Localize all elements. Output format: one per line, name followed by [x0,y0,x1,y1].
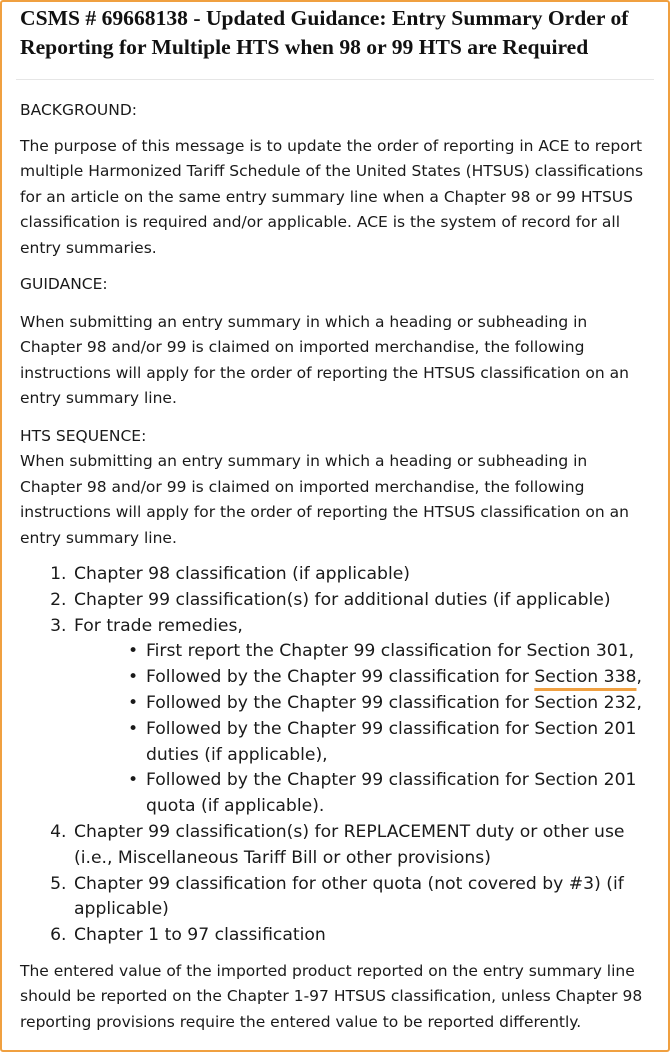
remedy-text: First report the Chapter 99 classification for Section 301, [146,641,635,662]
remedy-text: Followed by the Chapter 99 classification for Section 232, [146,692,642,713]
step-text: Chapter 99 classification(s) for REPLACEMENT duty or other use (i.e., Miscellaneous Tariff Bill or other provisions) [74,821,625,868]
list-item [72,820,668,872]
list-item [126,768,668,820]
step-text: For trade remedies, [74,615,243,636]
remedy-text-prefix: Followed by the Chapter 99 classification for [146,667,535,688]
step-text: Chapter 98 classification (if applicable) [74,564,410,584]
hts-sequence-list [2,562,668,949]
guidance-text: When submitting an entry summary in which a heading or subheading in Chapter 98 and/or 99 is claimed on imported merchandise, the following instructions will apply for the order of reporting the HTSUS classification on an entry summary line. [20,312,629,407]
list-item [126,639,668,665]
list-item [72,872,668,924]
trade-remedies-list [74,639,668,820]
list-item [126,665,668,691]
list-item [72,562,668,588]
list-item [72,923,668,949]
guidance-heading: GUIDANCE: [20,275,108,293]
closing-text: The entered value of the imported product reported on the entry summary line should be reported on the Chapter 1-97 HTSUS classification, unless Chapter 98 reporting provisions require the entered value to be reported differently. [20,961,643,1031]
document-title: CSMS # 69668138 - Updated Guidance: Entry Summary Order of Reporting for Multiple HTS when 98 or 99 HTS are Required [20,6,629,59]
step-text: Chapter 1 to 97 classification [74,925,326,946]
background-heading: BACKGROUND: [20,101,138,119]
section-338-highlight: Section 338 [534,667,637,688]
title-divider [16,79,654,80]
list-item [126,717,668,769]
step-text: Chapter 99 classification for other quota (not covered by #3) (if applicable) [74,873,624,920]
list-item [72,614,668,820]
background-text: The purpose of this message is to update the order of reporting in ACE to report multiple Harmonized Tariff Schedule of the United States (HTSUS) classifications for an article on the same entry summary line when a Chapter 98 or 99 HTSUS classification is required and/or applicable. ACE is the system of record for all entry summaries. [20,136,644,257]
remedy-text: Followed by the Chapter 99 classification for Section 201 duties (if applicable), [146,718,637,765]
hts-sequence-heading: HTS SEQUENCE: [20,426,147,445]
list-item [126,691,668,717]
step-text: Chapter 99 classification(s) for additional duties (if applicable) [74,589,611,610]
remedy-text-suffix: , [636,667,642,688]
list-item [72,588,668,614]
hts-sequence-text: When submitting an entry summary in which a heading or subheading in Chapter 98 and/or 99 is claimed on imported merchandise, the following instructions will apply for the order of reporting the HTSUS classification on an entry summary line. [20,452,629,547]
remedy-text: Followed by the Chapter 99 classification for Section 201 quota (if applicable). [146,770,637,817]
